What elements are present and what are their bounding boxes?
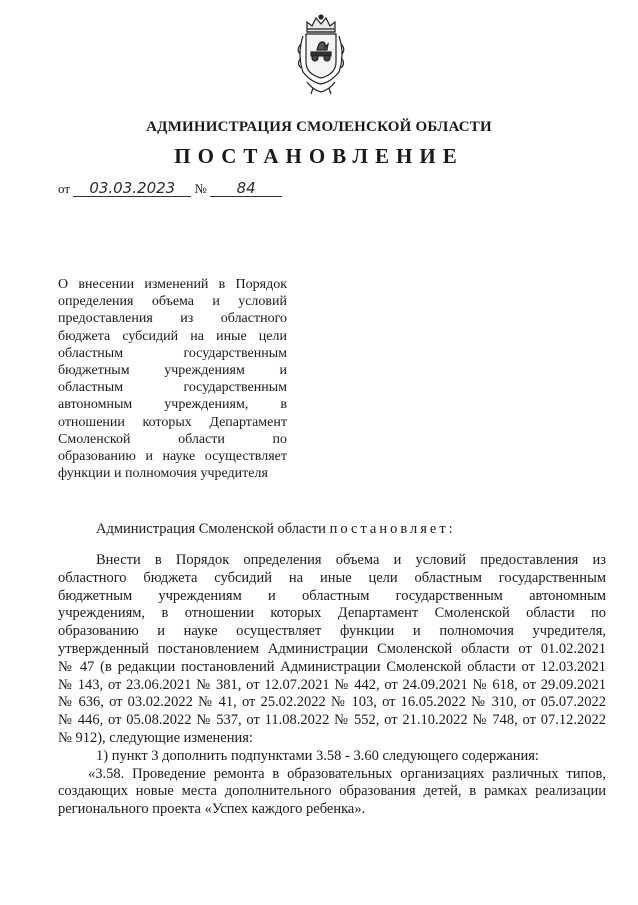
subject-line: определения объема и условий xyxy=(58,294,287,310)
body-line: № 446, от 05.08.2022 № 537, от 11.08.2022 № 552, от 21.10.2022 № 748, от 07.12.2022 xyxy=(58,712,606,729)
subject-line: образованию и науке осуществляет xyxy=(58,449,287,465)
from-label: от xyxy=(58,181,71,196)
subject-line: бюджета субсидий на иные цели xyxy=(58,328,287,344)
body-line: № 47 (в редакции постановлений Администрации Смоленской области от 12.03.2021 xyxy=(58,658,606,675)
body-line: № 143, от 23.06.2021 № 381, от 12.07.2021 № 442, от 24.09.2021 № 618, от 29.09.2021 xyxy=(58,676,606,693)
subject-line: областным государственным xyxy=(58,345,287,361)
document-type-title: ПОСТАНОВЛЕНИЕ xyxy=(174,144,464,168)
body-line: областного бюджета субсидий на иные цели областным государственным xyxy=(58,569,606,586)
organization-title: АДМИНИСТРАЦИЯ СМОЛЕНСКОЙ ОБЛАСТИ xyxy=(146,119,492,135)
subject-line: функции и полномочия учредителя xyxy=(58,466,268,482)
coat-of-arms-icon xyxy=(293,14,349,96)
document-date: 03.03.2023 xyxy=(73,180,191,197)
subject-line: областным государственным xyxy=(58,380,287,396)
subject-line: Смоленской области по xyxy=(58,431,287,447)
subject-line: О внесении изменений в Порядок xyxy=(58,277,287,292)
body-line: учреждениям, в отношении которых Департамент Смоленской области по xyxy=(58,605,606,622)
subject-line: автономным учреждениям, в xyxy=(58,397,287,413)
number-label: № xyxy=(194,181,207,196)
subject-line: предоставления из областного xyxy=(58,311,287,327)
registration-line xyxy=(58,180,282,197)
preamble xyxy=(96,521,456,538)
body-line: 1) пункт 3 дополнить подпунктами 3.58 - 3.60 следующего содержания: xyxy=(96,747,539,764)
preamble-verb: постановляет: xyxy=(329,521,456,537)
document-number: 84 xyxy=(210,180,282,197)
preamble-text: Администрация Смоленской области xyxy=(96,521,326,537)
body-line: образованию и науке осуществляет функции и полномочия учредителя, xyxy=(58,623,606,640)
body-line: утвержденный постановлением Администрации Смоленской области от 01.02.2021 xyxy=(58,640,606,657)
document-body xyxy=(58,552,606,819)
body-line: № 636, от 03.02.2022 № 41, от 25.02.2022 № 103, от 16.05.2022 № 310, от 05.07.2022 xyxy=(58,694,606,711)
body-line: «3.58. Проведение ремонта в образовательных организациях различных типов, xyxy=(88,765,606,782)
body-line: бюджетным учреждениям и областным государственным автономным xyxy=(58,587,606,604)
document-subject xyxy=(58,276,287,482)
body-line: регионального проекта «Успех каждого ребенка». xyxy=(58,801,366,818)
body-line: № 912), следующие изменения: xyxy=(58,729,253,746)
body-line: создающих новые места дополнительного образования детей, в рамках реализации xyxy=(58,783,606,800)
subject-line: бюджетным учреждениям и xyxy=(58,363,287,379)
subject-line: отношении которых Департамент xyxy=(58,414,287,430)
body-line: Внести в Порядок определения объема и условий предоставления из xyxy=(96,552,606,568)
